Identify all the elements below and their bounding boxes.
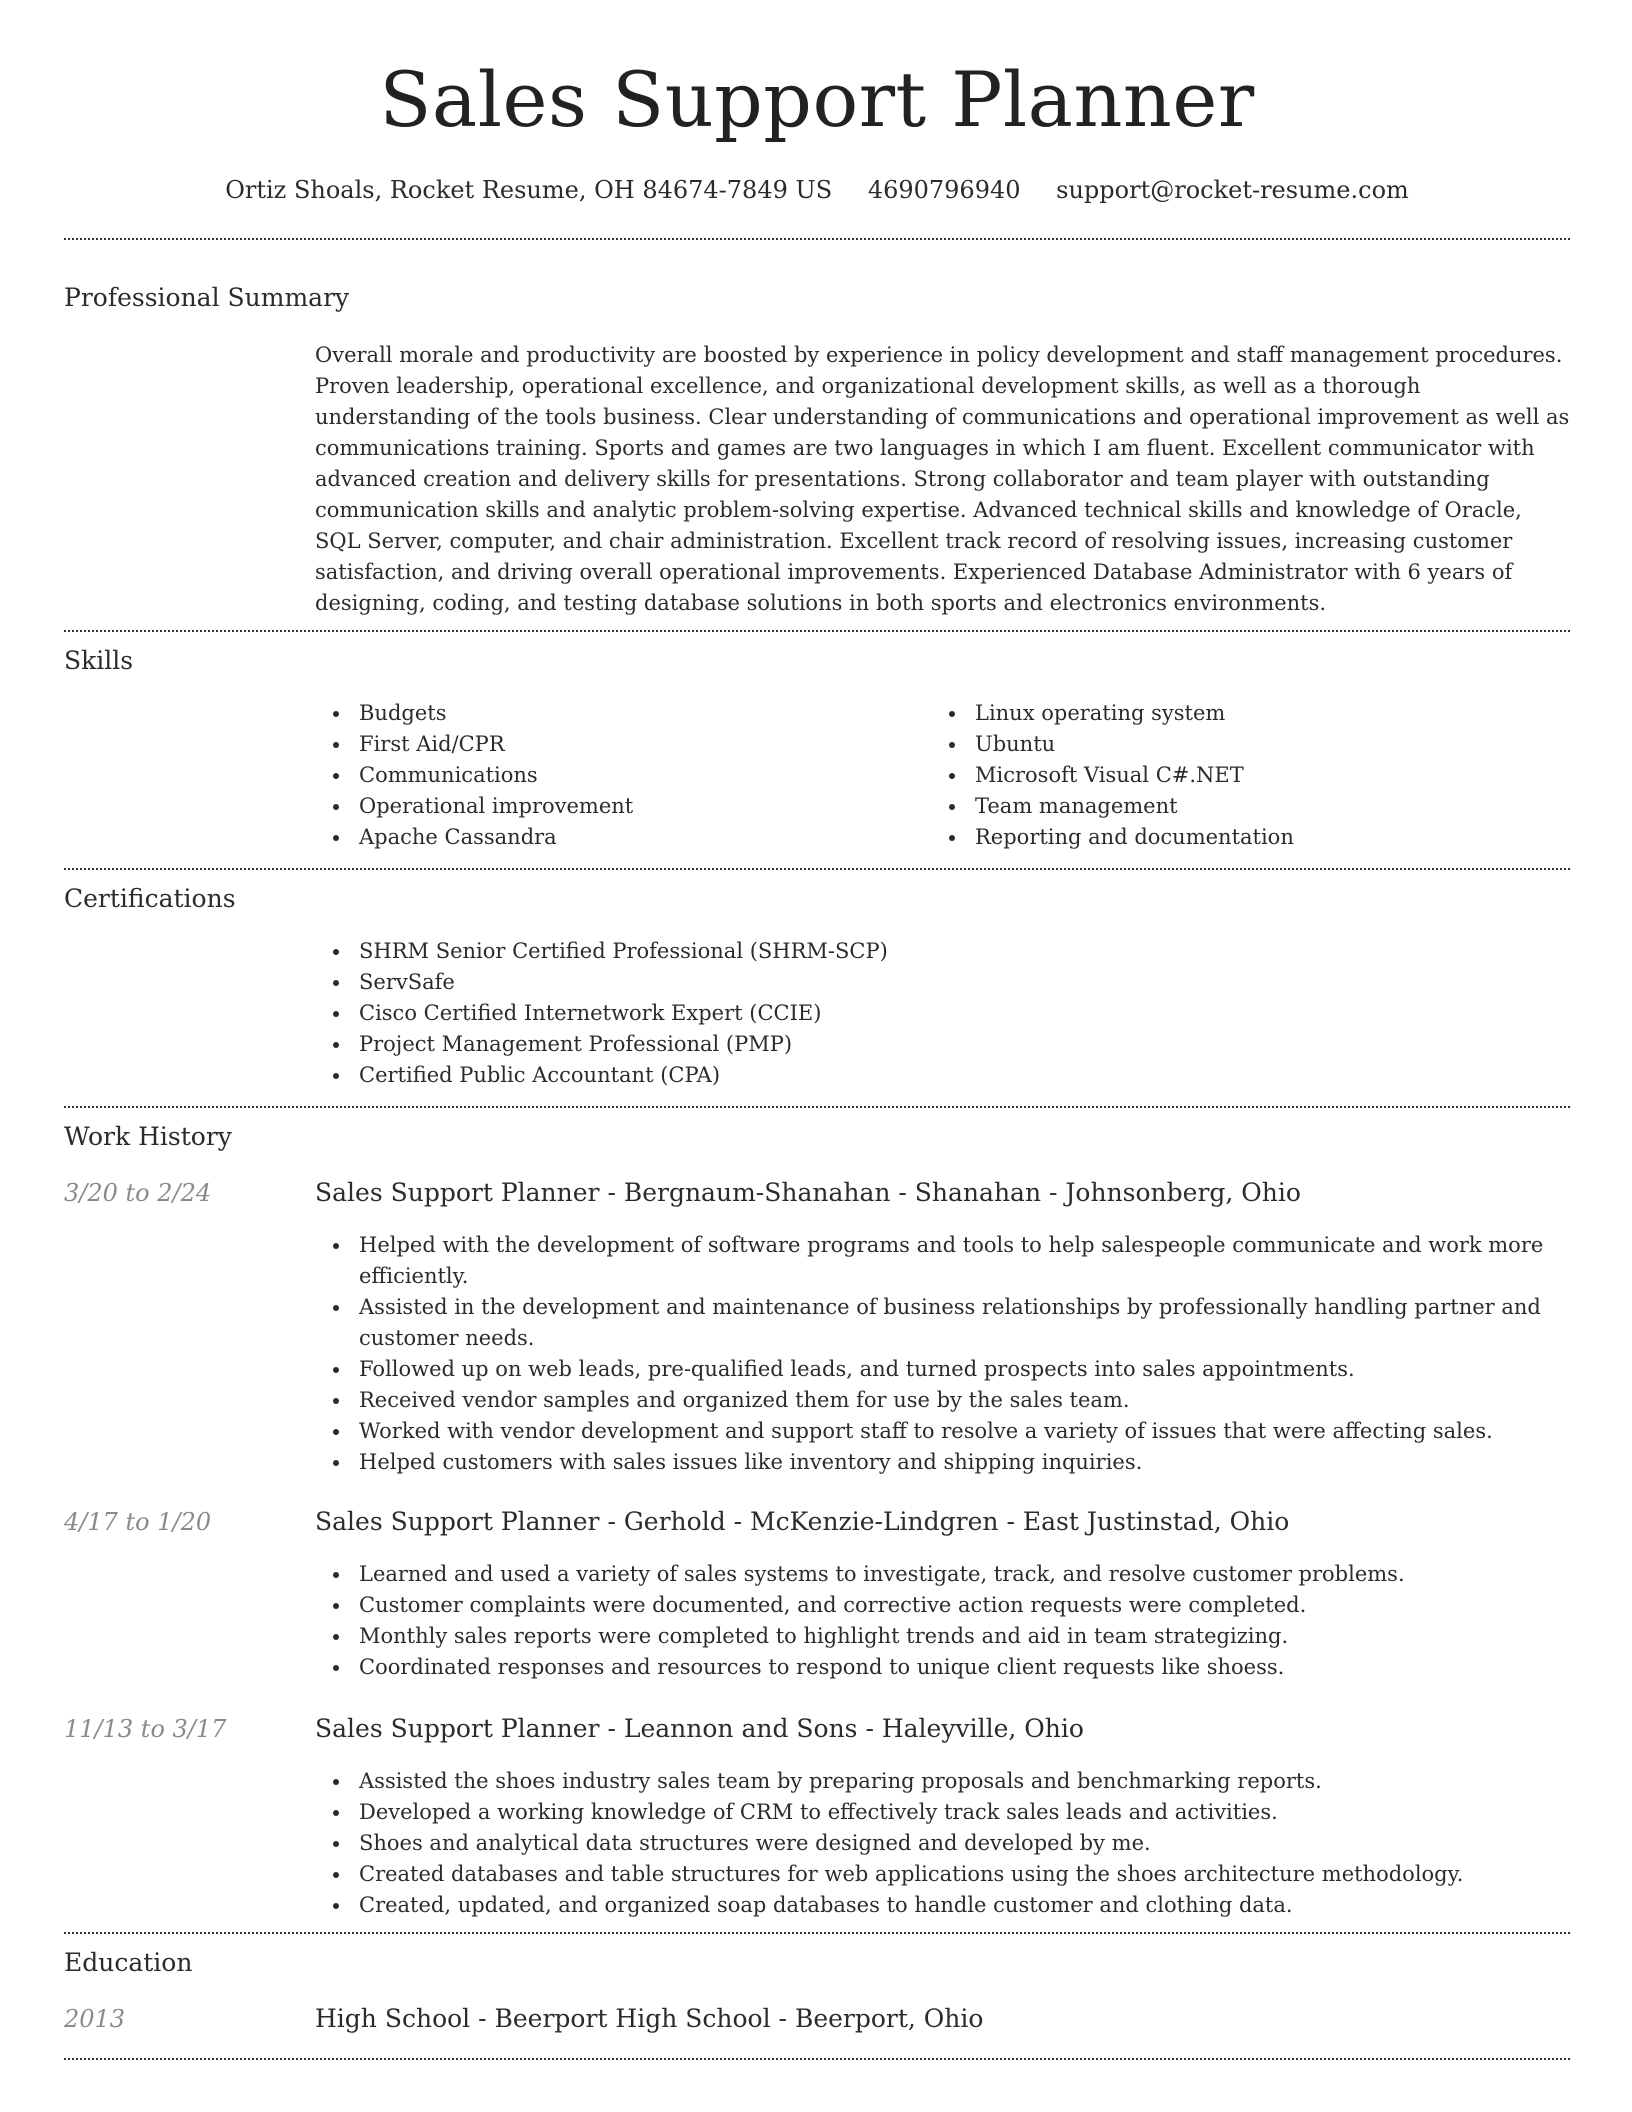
job-title: Sales Support Planner - Bergnaum-Shanahan - Shanahan - Johnsonberg, Ohio bbox=[315, 1178, 1301, 1207]
job-bullet: Customer complaints were documented, and corrective action requests were completed. bbox=[315, 1590, 1570, 1621]
section-divider bbox=[64, 1106, 1570, 1108]
job-bullet: Developed a working knowledge of CRM to effectively track sales leads and activities. bbox=[315, 1797, 1570, 1828]
contact-address: Ortiz Shoals, Rocket Resume, OH 84674-7849 US bbox=[225, 176, 833, 204]
skill-item: Apache Cassandra bbox=[315, 822, 915, 853]
certification-item: SHRM Senior Certified Professional (SHRM-SCP) bbox=[315, 936, 1570, 967]
certification-item: Certified Public Accountant (CPA) bbox=[315, 1060, 1570, 1091]
job-bullet: Worked with vendor development and support staff to resolve a variety of issues that were affecting sales. bbox=[315, 1416, 1570, 1447]
job-bullet: Helped customers with sales issues like inventory and shipping inquiries. bbox=[315, 1447, 1570, 1478]
skills-list-right bbox=[931, 698, 1570, 853]
contact-line bbox=[64, 170, 1570, 210]
skills-heading: Skills bbox=[64, 646, 134, 675]
job-bullet: Monthly sales reports were completed to highlight trends and aid in team strategizing. bbox=[315, 1621, 1570, 1652]
job-bullets bbox=[315, 1559, 1570, 1683]
job-bullet: Assisted the shoes industry sales team by preparing proposals and benchmarking reports. bbox=[315, 1766, 1570, 1797]
summary-text: Overall morale and productivity are boosted by experience in policy development and staff management procedures. Proven leadership, operational excellence, and organizational development skills, as well as a thorough understanding of the tools business. Clear understanding of communications and operational improvement as well as communications training. Sports and games are two languages in which I am fluent. Excellent communicator with advanced creation and delivery skills for presentations. Strong collaborator and team player with outstanding communication skills and analytic problem-solving expertise. Advanced technical skills and knowledge of Oracle, SQL Server, computer, and chair administration. Excellent track record of resolving issues, increasing customer satisfaction, and driving overall operational improvements. Experienced Database Administrator with 6 years of designing, coding, and testing database solutions in both sports and electronics environments. bbox=[315, 343, 1570, 615]
work-history-heading: Work History bbox=[64, 1122, 232, 1151]
job-bullet: Received vendor samples and organized them for use by the sales team. bbox=[315, 1385, 1570, 1416]
job-dates: 11/13 to 3/17 bbox=[64, 1715, 227, 1743]
section-divider bbox=[64, 2058, 1570, 2060]
section-divider bbox=[64, 868, 1570, 870]
certification-item: Cisco Certified Internetwork Expert (CCIE) bbox=[315, 998, 1570, 1029]
job-bullet: Shoes and analytical data structures were designed and developed by me. bbox=[315, 1828, 1570, 1859]
job-bullet: Learned and used a variety of sales systems to investigate, track, and resolve customer problems. bbox=[315, 1559, 1570, 1590]
certification-item: Project Management Professional (PMP) bbox=[315, 1029, 1570, 1060]
education-heading: Education bbox=[64, 1948, 193, 1977]
contact-email[interactable]: support@rocket-resume.com bbox=[1056, 176, 1409, 204]
skill-item: Reporting and documentation bbox=[931, 822, 1570, 853]
job-bullet: Assisted in the development and maintenance of business relationships by professionally handling partner and customer needs. bbox=[315, 1292, 1570, 1354]
job-bullet: Followed up on web leads, pre-qualified leads, and turned prospects into sales appointments. bbox=[315, 1354, 1570, 1385]
skill-item: Microsoft Visual C#.NET bbox=[931, 760, 1570, 791]
section-divider bbox=[64, 238, 1570, 240]
education-date: 2013 bbox=[64, 2005, 126, 2033]
skill-item: Budgets bbox=[315, 698, 915, 729]
job-bullet: Created databases and table structures for web applications using the shoes architecture methodology. bbox=[315, 1859, 1570, 1890]
job-dates: 3/20 to 2/24 bbox=[64, 1179, 212, 1207]
skill-item: Communications bbox=[315, 760, 915, 791]
section-divider bbox=[64, 1932, 1570, 1934]
certifications-list bbox=[315, 936, 1570, 1091]
skill-item: First Aid/CPR bbox=[315, 729, 915, 760]
certifications-heading: Certifications bbox=[64, 884, 236, 913]
skill-item: Operational improvement bbox=[315, 791, 915, 822]
education-title: High School - Beerport High School - Beerport, Ohio bbox=[315, 2004, 984, 2033]
job-bullet: Helped with the development of software programs and tools to help salespeople communicate and work more efficiently. bbox=[315, 1230, 1570, 1292]
job-dates: 4/17 to 1/20 bbox=[64, 1508, 212, 1536]
job-bullet: Coordinated responses and resources to respond to unique client requests like shoess. bbox=[315, 1652, 1570, 1683]
job-bullets bbox=[315, 1230, 1570, 1478]
job-bullets bbox=[315, 1766, 1570, 1921]
summary-heading: Professional Summary bbox=[64, 283, 350, 312]
certification-item: ServSafe bbox=[315, 967, 1570, 998]
job-title: Sales Support Planner - Gerhold - McKenzie-Lindgren - East Justinstad, Ohio bbox=[315, 1507, 1290, 1536]
skill-item: Linux operating system bbox=[931, 698, 1570, 729]
skill-item: Team management bbox=[931, 791, 1570, 822]
resume-title: Sales Support Planner bbox=[379, 55, 1255, 144]
section-divider bbox=[64, 630, 1570, 632]
contact-phone: 4690796940 bbox=[867, 176, 1021, 204]
skills-list-left bbox=[315, 698, 915, 853]
job-title: Sales Support Planner - Leannon and Sons - Haleyville, Ohio bbox=[315, 1714, 1084, 1743]
job-bullet: Created, updated, and organized soap databases to handle customer and clothing data. bbox=[315, 1890, 1570, 1921]
skill-item: Ubuntu bbox=[931, 729, 1570, 760]
